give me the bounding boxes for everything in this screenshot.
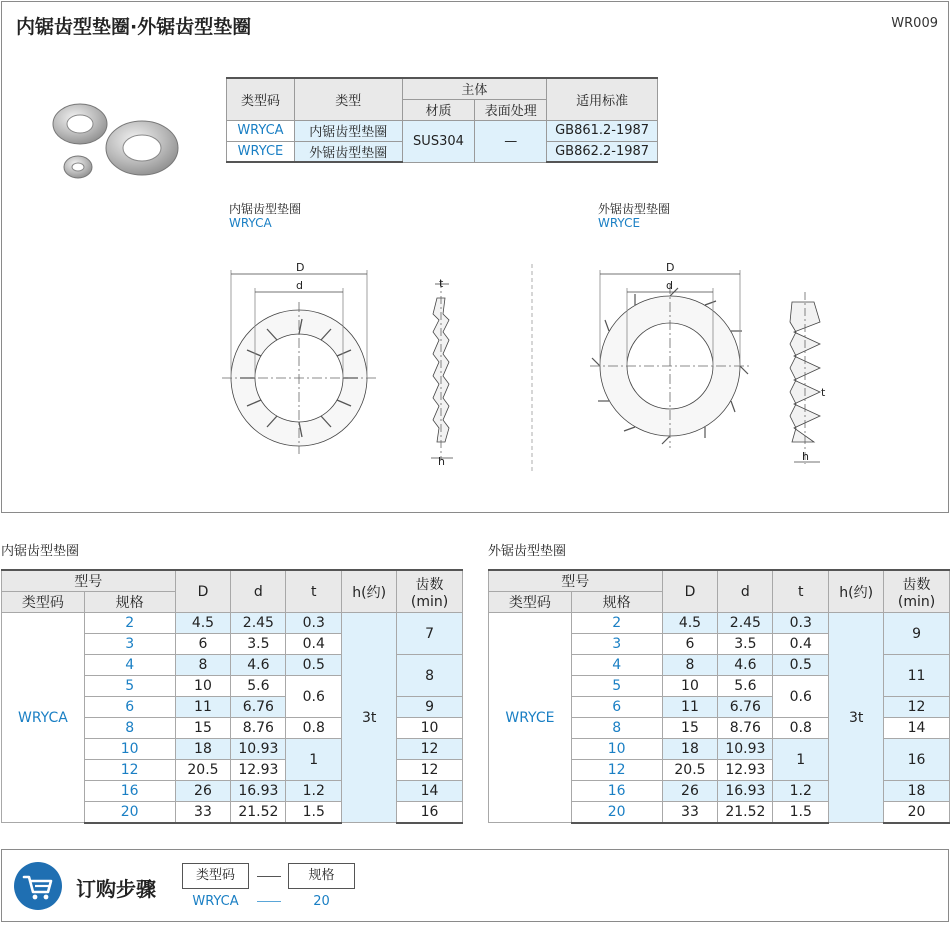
spec-code-wryce: WRYCE (227, 141, 295, 162)
inner-size: 10 (84, 739, 175, 760)
outer-size: 2 (571, 613, 662, 634)
outer-dim-d: d (666, 279, 673, 292)
outer-d: 16.93 (718, 781, 773, 802)
inner-teeth: 8 (397, 655, 463, 697)
spec-header-type: 类型 (294, 78, 402, 120)
spec-type-outer: 外锯齿型垫圈 (294, 141, 402, 162)
outer-header-model: 型号 (489, 570, 663, 592)
outer-t: 0.3 (773, 613, 829, 634)
outer-d: 21.52 (718, 802, 773, 823)
spec-standard-inner: GB861.2-1987 (547, 120, 658, 141)
inner-dim-d: d (296, 279, 303, 292)
outer-d: 8.76 (718, 718, 773, 739)
outer-size: 4 (571, 655, 662, 676)
inner-size: 5 (84, 676, 175, 697)
outer-size-table (488, 569, 950, 824)
outer-header-D: D (662, 570, 718, 613)
inner-d: 6.76 (231, 697, 286, 718)
inner-t: 1.2 (286, 781, 342, 802)
outer-teeth: 11 (884, 655, 950, 697)
outer-washer-front-icon (590, 270, 752, 448)
inner-size-table (1, 569, 463, 824)
inner-teeth: 12 (397, 760, 463, 781)
outer-d: 3.5 (718, 634, 773, 655)
outer-d: 12.93 (718, 760, 773, 781)
inner-D: 26 (175, 781, 231, 802)
outer-d: 2.45 (718, 613, 773, 634)
outer-table-title: 外锯齿型垫圈 (488, 544, 567, 559)
inner-size: 2 (84, 613, 175, 634)
order-example-dash (257, 901, 281, 902)
spec-code-wryca: WRYCA (227, 120, 295, 141)
page-title: 内锯齿型垫圈·外锯齿型垫圈 (16, 16, 252, 38)
outer-d: 10.93 (718, 739, 773, 760)
inner-type-code: WRYCA (2, 613, 85, 823)
outer-header-teeth (884, 570, 950, 613)
outer-header-spec: 规格 (571, 592, 662, 613)
outer-header-teeth-label: 齿数 (902, 576, 931, 593)
outer-t: 0.8 (773, 718, 829, 739)
washer-large-icon (106, 121, 178, 175)
inner-t: 0.5 (286, 655, 342, 676)
spec-type-inner: 内锯齿型垫圈 (294, 120, 402, 141)
order-dash (257, 876, 281, 877)
table-row (2, 613, 463, 634)
inner-D: 6 (175, 634, 231, 655)
order-steps-title: 订购步骤 (76, 877, 156, 901)
order-example-code: WRYCA (192, 894, 239, 909)
outer-type-code: WRYCE (489, 613, 572, 823)
outer-dim-D: D (666, 261, 675, 274)
inner-dim-h: h (438, 455, 445, 468)
inner-teeth: 16 (397, 802, 463, 823)
inner-d: 4.6 (231, 655, 286, 676)
inner-drawing-code: WRYCA (229, 216, 272, 230)
outer-header-h: h(约) (829, 570, 884, 613)
inner-header-type-code: 类型码 (2, 592, 85, 613)
inner-table-title: 内锯齿型垫圈 (1, 544, 80, 559)
inner-size: 12 (84, 760, 175, 781)
outer-header-teeth-min: (min) (897, 593, 936, 610)
inner-size: 6 (84, 697, 175, 718)
inner-size: 3 (84, 634, 175, 655)
order-steps-panel (1, 849, 949, 922)
outer-D: 11 (662, 697, 718, 718)
spec-table (226, 77, 658, 163)
outer-header-t: t (773, 570, 829, 613)
outer-drawing-code: WRYCE (598, 216, 641, 230)
inner-d: 5.6 (231, 676, 286, 697)
inner-size: 8 (84, 718, 175, 739)
inner-d: 8.76 (231, 718, 286, 739)
inner-teeth: 10 (397, 718, 463, 739)
outer-dim-h: h (802, 450, 809, 463)
outer-D: 6 (662, 634, 718, 655)
outer-t: 0.6 (773, 676, 829, 718)
outer-teeth: 20 (884, 802, 950, 823)
spec-material: SUS304 (402, 120, 475, 162)
inner-t: 0.4 (286, 634, 342, 655)
inner-size: 16 (84, 781, 175, 802)
inner-washer-side-icon (431, 280, 453, 460)
outer-washer-side-icon (790, 292, 820, 464)
outer-D: 26 (662, 781, 718, 802)
spec-surface: — (475, 120, 547, 162)
outer-d: 5.6 (718, 676, 773, 697)
inner-D: 10 (175, 676, 231, 697)
outer-size: 12 (571, 760, 662, 781)
outer-teeth: 14 (884, 718, 950, 739)
outer-drawing-name: 外锯齿型垫圈 (598, 202, 671, 216)
spec-header-surface: 表面处理 (475, 99, 547, 120)
inner-header-h: h(约) (342, 570, 397, 613)
cart-glyph-icon (14, 862, 62, 910)
outer-h: 3t (829, 613, 884, 823)
spec-header-standard: 适用标准 (547, 78, 658, 120)
order-example-size: 20 (313, 894, 330, 909)
inner-d: 21.52 (231, 802, 286, 823)
inner-t: 1 (286, 739, 342, 781)
spec-standard-outer: GB862.2-1987 (547, 141, 658, 162)
spec-header-type-code: 类型码 (227, 78, 295, 120)
inner-header-d: d (231, 570, 286, 613)
outer-t: 0.4 (773, 634, 829, 655)
outer-size: 5 (571, 676, 662, 697)
inner-D: 4.5 (175, 613, 231, 634)
inner-header-D: D (175, 570, 231, 613)
inner-teeth: 9 (397, 697, 463, 718)
inner-washer-front-icon (222, 270, 376, 454)
outer-D: 33 (662, 802, 718, 823)
outer-d: 4.6 (718, 655, 773, 676)
outer-size: 8 (571, 718, 662, 739)
inner-d: 16.93 (231, 781, 286, 802)
outer-size: 3 (571, 634, 662, 655)
washer-medium-icon (53, 104, 107, 144)
inner-D: 11 (175, 697, 231, 718)
outer-t: 0.5 (773, 655, 829, 676)
outer-D: 4.5 (662, 613, 718, 634)
inner-h: 3t (342, 613, 397, 823)
table-row (489, 613, 950, 634)
inner-drawing-name: 内锯齿型垫圈 (229, 202, 302, 216)
outer-teeth: 12 (884, 697, 950, 718)
outer-D: 15 (662, 718, 718, 739)
inner-size: 4 (84, 655, 175, 676)
outer-teeth: 9 (884, 613, 950, 655)
inner-teeth: 12 (397, 739, 463, 760)
inner-D: 8 (175, 655, 231, 676)
outer-teeth: 18 (884, 781, 950, 802)
inner-d: 12.93 (231, 760, 286, 781)
inner-d: 2.45 (231, 613, 286, 634)
product-code: WR009 (891, 16, 938, 31)
inner-size: 20 (84, 802, 175, 823)
outer-d: 6.76 (718, 697, 773, 718)
inner-D: 18 (175, 739, 231, 760)
product-photo (42, 92, 242, 292)
inner-header-teeth-label: 齿数 (415, 576, 444, 593)
inner-t: 0.6 (286, 676, 342, 718)
inner-D: 15 (175, 718, 231, 739)
outer-D: 10 (662, 676, 718, 697)
outer-D: 20.5 (662, 760, 718, 781)
outer-t: 1.2 (773, 781, 829, 802)
outer-header-type-code: 类型码 (489, 592, 572, 613)
cart-icon (14, 862, 62, 910)
inner-t: 0.3 (286, 613, 342, 634)
inner-D: 33 (175, 802, 231, 823)
outer-size: 20 (571, 802, 662, 823)
inner-dim-t: t (439, 277, 444, 290)
inner-t: 1.5 (286, 802, 342, 823)
outer-D: 8 (662, 655, 718, 676)
inner-drawing-label (229, 202, 301, 230)
spec-header-material: 材质 (402, 99, 475, 120)
inner-teeth: 7 (397, 613, 463, 655)
inner-D: 20.5 (175, 760, 231, 781)
inner-teeth: 14 (397, 781, 463, 802)
order-box-spec: 规格 (288, 863, 355, 889)
inner-header-model: 型号 (2, 570, 176, 592)
inner-t: 0.8 (286, 718, 342, 739)
outer-t: 1.5 (773, 802, 829, 823)
inner-header-spec: 规格 (84, 592, 175, 613)
outer-D: 18 (662, 739, 718, 760)
inner-d: 3.5 (231, 634, 286, 655)
outer-header-d: d (718, 570, 773, 613)
washer-small-icon (64, 156, 92, 178)
spec-header-body: 主体 (402, 78, 547, 99)
product-panel (1, 1, 949, 513)
outer-dim-t: t (821, 386, 826, 399)
inner-header-teeth (397, 570, 463, 613)
inner-dim-D: D (296, 261, 305, 274)
outer-t: 1 (773, 739, 829, 781)
outer-teeth: 16 (884, 739, 950, 781)
inner-header-t: t (286, 570, 342, 613)
outer-size: 16 (571, 781, 662, 802)
inner-d: 10.93 (231, 739, 286, 760)
outer-size: 6 (571, 697, 662, 718)
outer-size: 10 (571, 739, 662, 760)
order-box-type-code: 类型码 (182, 863, 249, 889)
outer-drawing-label (598, 202, 670, 230)
inner-header-teeth-min: (min) (410, 593, 449, 610)
